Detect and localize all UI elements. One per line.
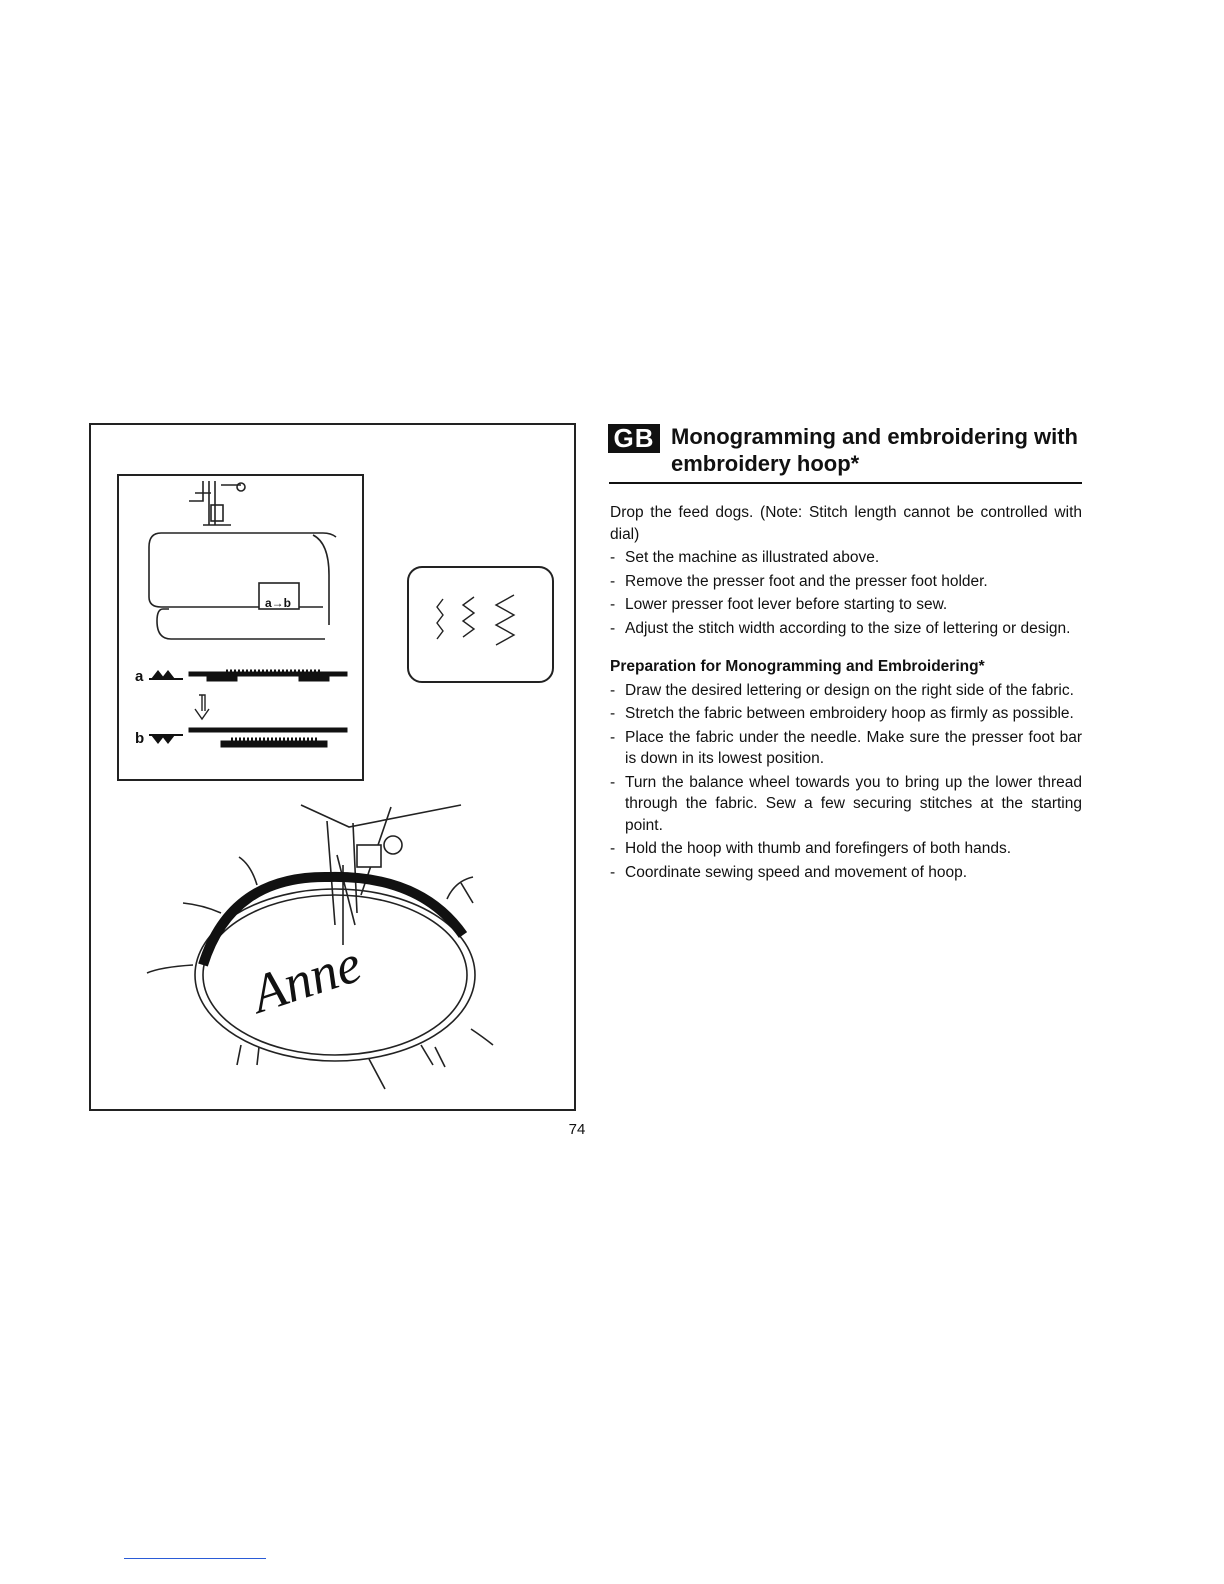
dial-label: a→b bbox=[265, 596, 292, 610]
machine-illustration bbox=[91, 425, 578, 1113]
setup-steps-list bbox=[610, 547, 1082, 639]
list-item: - Turn the balance wheel towards you to bring up the lower thread through the fabric. Sew a few securing stitches at the starting point. bbox=[610, 772, 1082, 837]
footer-link-underline[interactable] bbox=[124, 1558, 266, 1559]
label-b: b bbox=[135, 730, 145, 747]
title-divider bbox=[609, 482, 1082, 484]
list-item: - Place the fabric under the needle. Make sure the presser foot bar is down in its lowest position. bbox=[610, 727, 1082, 770]
page-title: Monogramming and embroidering with embroidery hoop* bbox=[671, 424, 1078, 476]
preparation-steps-list bbox=[610, 680, 1082, 884]
list-item: - Lower presser foot lever before starting to sew. bbox=[610, 594, 1082, 616]
instructions-column bbox=[610, 502, 1082, 883]
list-item: - Remove the presser foot and the presser foot holder. bbox=[610, 571, 1082, 593]
list-item: - Coordinate sewing speed and movement of hoop. bbox=[610, 862, 1082, 884]
list-item: - Adjust the stitch width according to the size of lettering or design. bbox=[610, 618, 1082, 640]
intro-paragraph: Drop the feed dogs. (Note: Stitch length cannot be controlled with dial) bbox=[610, 504, 1082, 543]
list-item: - Stretch the fabric between embroidery hoop as firmly as possible. bbox=[610, 703, 1082, 725]
illustration-frame bbox=[89, 423, 576, 1111]
page-number: 74 bbox=[568, 1121, 586, 1138]
stitch-pattern-box bbox=[408, 567, 553, 682]
language-badge: GB bbox=[608, 424, 660, 453]
list-item: - Set the machine as illustrated above. bbox=[610, 547, 1082, 569]
preparation-heading: Preparation for Monogramming and Embroidering* bbox=[610, 658, 985, 675]
label-a: a bbox=[135, 668, 144, 685]
list-item: - Hold the hoop with thumb and forefingers of both hands. bbox=[610, 838, 1082, 860]
monogram-lettering: Anne bbox=[244, 933, 369, 1025]
list-item: - Draw the desired lettering or design on the right side of the fabric. bbox=[610, 680, 1082, 702]
